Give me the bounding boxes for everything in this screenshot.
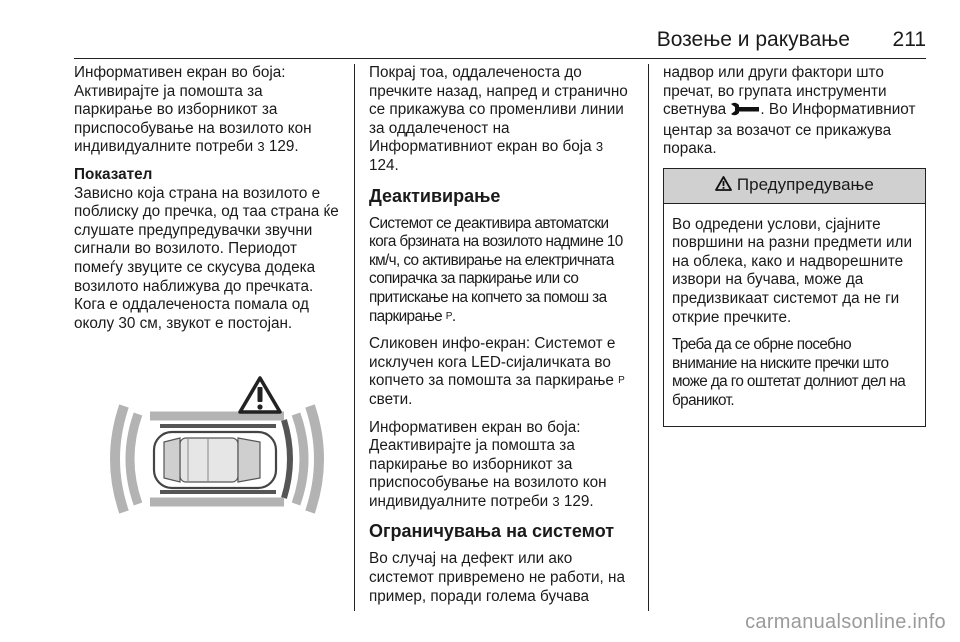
section-heading: Деактивирање (369, 185, 501, 206)
warning-box (663, 168, 926, 427)
paragraph: Сликовен инфо-екран: Системот е исклучен кога LED-сијаличката во копчето за помошта за паркирање P свети. (369, 335, 625, 408)
ref-arrow-icon: 3 (595, 139, 604, 155)
warning-icon (715, 176, 732, 191)
paragraph: Информативен екран во боја: Деактивирајте ја помошта за паркирање во изборникот за приспособување на возилото кон индивидуалните потреби 3 129. (369, 418, 607, 510)
warning-title: Предупредување (736, 174, 874, 194)
subheading: Показател (74, 165, 153, 183)
wrench-icon (730, 102, 760, 122)
column-3 (663, 64, 926, 427)
paragraph: Покрај тоа, оддалеченоста до пречките назад, напред и странично се прикажува со променливи линии за оддалеченост на Информативниот екран во боја 3 124. (369, 64, 628, 174)
warning-header (664, 169, 925, 204)
page-header (74, 24, 926, 54)
ref-arrow-icon: 3 (257, 139, 265, 155)
column-divider-1 (354, 64, 355, 611)
column-divider-2 (648, 64, 649, 611)
paragraph: Информативен екран во боја: Активирајте ја помошта за паркирање во изборникот за приспособување на возилото кон индивидуалните потреби 3 129. (74, 64, 312, 156)
page-number: 211 (892, 28, 926, 51)
paragraph: Треба да се обрне посебно внимание на ниските пречки што може да го оштетат долниот дел на браникот. (672, 336, 906, 409)
warning-body (664, 204, 925, 426)
ref-arrow-icon: 3 (552, 493, 560, 509)
column-2 (369, 64, 635, 615)
paragraph: Системот се деактивира автоматски кога брзината на возилото надмине 10 км/ч, со активирање на електричната сопирачка за паркирање или со притискање на копчето за помош за паркирање P. (369, 214, 623, 325)
park-assist-icon: P (445, 310, 452, 322)
paragraph: Во случај на дефект или ако системот привремено не работи, на пример, поради голема бучава (369, 550, 625, 605)
watermark: carmanualsonline.info (745, 611, 946, 633)
chapter-title: Возење и ракување (656, 28, 850, 51)
paragraph: надвор или други фактори што пречат, во групата инструменти светнува . Во Информативниот центар за возачот се прикажува порака. (663, 64, 916, 158)
paragraph: Во одредени услови, сјајните површини на разни предмети или на облека, како и надворешните извори на бучава, може да предизвикаат системот да не ги открие пречките. (672, 215, 913, 326)
warning-triangle-icon (240, 378, 280, 412)
column-1 (74, 64, 344, 342)
park-assist-icon: P (618, 375, 625, 387)
paragraph: Зависно која страна на возилото е поблиску до пречка, од таа страна ќе слушате предупредувачки звучни сигнали во возилото. Периодот помеѓу звуците се скусува додека возилото наближува до пречката. Кога е оддалеченоста помала од околу 30 см, звукот е постојан. (74, 184, 339, 332)
section-heading: Ограничувања на системот (369, 521, 615, 542)
header-rule (74, 58, 926, 59)
park-assist-diagram (100, 376, 334, 542)
park-assist-illustration (100, 376, 334, 542)
